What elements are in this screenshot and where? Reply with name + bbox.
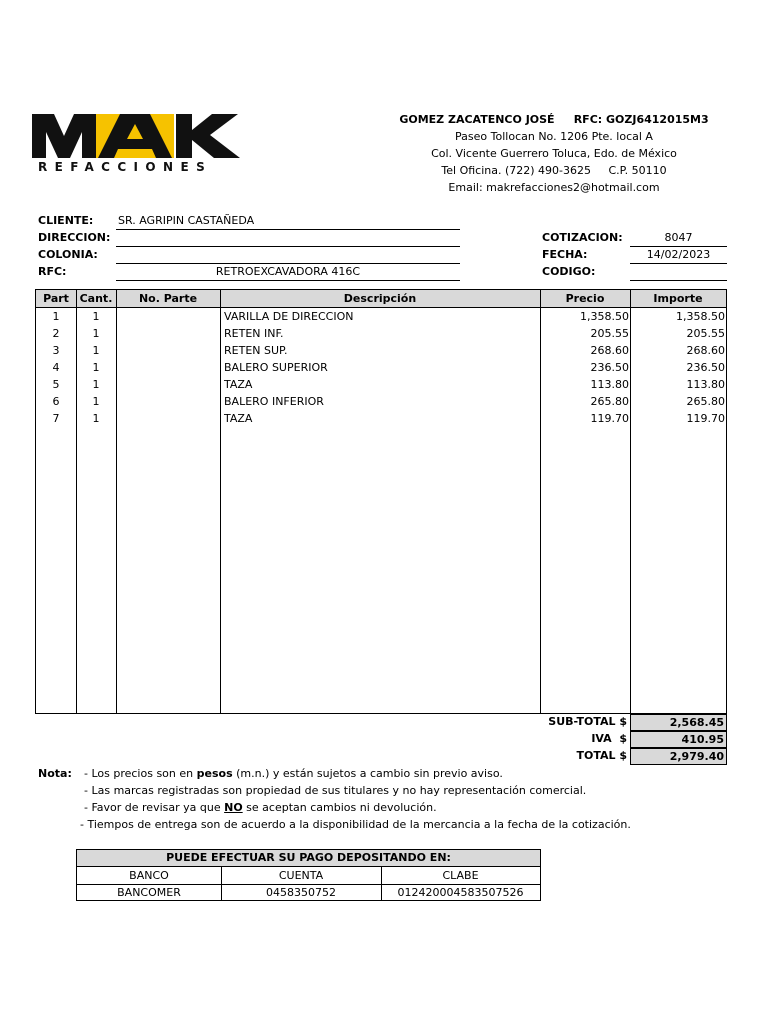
iva-label: IVA $ (591, 732, 627, 745)
cliente-value: SR. AGRIPIN CASTAÑEDA (118, 214, 255, 227)
note-line-1 (84, 765, 503, 782)
note-3-bold: NO (224, 801, 243, 814)
cell-importe: 236.50 (686, 361, 725, 374)
direccion-underline (116, 229, 460, 247)
bank-header-clabe: CLABE (442, 869, 479, 882)
table-row (36, 376, 726, 393)
cell-part: 3 (52, 344, 60, 357)
header-cant: Cant. (79, 292, 113, 305)
mak-logo (32, 112, 240, 176)
company-name-rfc: GOMEZ ZACATENCO JOSÉ RFC: GOZJ6412015M3 (399, 113, 709, 126)
cell-cant: 1 (92, 361, 100, 374)
company-email: Email: makrefacciones2@hotmail.com (448, 181, 660, 194)
cell-part: 4 (52, 361, 60, 374)
rfc-label: RFC: (38, 265, 67, 278)
note-3-b: se aceptan cambios ni devolución. (242, 801, 437, 814)
table-row (36, 359, 726, 376)
note-line-3 (84, 799, 437, 816)
header-precio: Precio (565, 292, 605, 305)
bank-header-cuenta: CUENTA (278, 869, 324, 882)
total-label: TOTAL $ (576, 749, 627, 762)
note-1-b: (m.n.) y están sujetos a cambio sin previo aviso. (232, 767, 503, 780)
note-line-4: - Tiempos de entrega son de acuerdo a la disponibilidad de la mercancia a la fecha de la cotización. (80, 818, 631, 831)
cell-cant: 1 (92, 378, 100, 391)
cell-part: 2 (52, 327, 60, 340)
items-table (35, 289, 727, 714)
bank-header-banco: BANCO (129, 869, 169, 882)
cell-importe: 113.80 (686, 378, 725, 391)
fecha-label: FECHA: (542, 248, 588, 261)
cell-desc: BALERO INFERIOR (224, 395, 324, 408)
table-row (36, 410, 726, 427)
header-part: Part (43, 292, 69, 305)
table-row (36, 325, 726, 342)
rfc-underline (116, 263, 460, 281)
rfc-value: RETROEXCAVADORA 416C (215, 265, 361, 278)
note-1-bold: pesos (196, 767, 233, 780)
cell-desc: TAZA (224, 378, 253, 391)
cell-cant: 1 (92, 327, 100, 340)
codigo-label: CODIGO: (542, 265, 596, 278)
bank-clabe-value: 012420004583507526 (397, 886, 524, 899)
header-descripcion: Descripción (343, 292, 417, 305)
cotizacion-label: COTIZACION: (542, 231, 623, 244)
header-no-parte: No. Parte (138, 292, 198, 305)
cell-cant: 1 (92, 412, 100, 425)
note-line-2: - Las marcas registradas son propiedad de sus titulares y no hay representación comercial. (84, 784, 587, 797)
bank-banco-value: BANCOMER (117, 886, 181, 899)
cliente-label: CLIENTE: (38, 214, 94, 227)
cotizacion-value: 8047 (664, 231, 693, 244)
cell-part: 7 (52, 412, 60, 425)
cell-precio: 205.55 (590, 327, 629, 340)
cell-cant: 1 (92, 310, 100, 323)
company-phone: Tel Oficina. (722) 490-3625 C.P. 50110 (441, 164, 667, 177)
cell-desc: VARILLA DE DIRECCION (224, 310, 354, 323)
cell-desc: RETEN INF. (224, 327, 284, 340)
note-1-a: - Los precios son en (84, 767, 197, 780)
direccion-label: DIRECCION: (38, 231, 111, 244)
table-row (36, 308, 726, 325)
cell-importe: 1,358.50 (676, 310, 725, 323)
cell-importe: 268.60 (686, 344, 725, 357)
cell-desc: RETEN SUP. (224, 344, 288, 357)
cell-part: 6 (52, 395, 60, 408)
logo-subtitle: REFACCIONES (38, 160, 213, 174)
cell-precio: 236.50 (590, 361, 629, 374)
company-colonia: Col. Vicente Guerrero Toluca, Edo. de México (431, 147, 677, 160)
cell-desc: BALERO SUPERIOR (224, 361, 328, 374)
colonia-underline (116, 246, 460, 264)
cell-precio: 119.70 (590, 412, 629, 425)
fecha-underline (630, 246, 727, 264)
subtotal-label: SUB-TOTAL $ (548, 715, 627, 728)
codigo-underline (630, 263, 727, 281)
total-value: 2,979.40 (630, 748, 727, 765)
bank-cuenta-value: 0458350752 (266, 886, 336, 899)
cell-desc: TAZA (224, 412, 253, 425)
header-importe: Importe (653, 292, 703, 305)
company-info (398, 111, 710, 196)
table-row (36, 342, 726, 359)
cell-precio: 113.80 (590, 378, 629, 391)
cell-importe: 265.80 (686, 395, 725, 408)
note-3-a: - Favor de revisar ya que (84, 801, 225, 814)
cell-part: 5 (52, 378, 60, 391)
cell-precio: 265.80 (590, 395, 629, 408)
cell-precio: 1,358.50 (580, 310, 629, 323)
company-address: Paseo Tollocan No. 1206 Pte. local A (455, 130, 653, 143)
cell-cant: 1 (92, 395, 100, 408)
iva-value: 410.95 (630, 731, 727, 748)
bank-title: PUEDE EFECTUAR SU PAGO DEPOSITANDO EN: (77, 850, 540, 867)
fecha-value: 14/02/2023 (646, 248, 711, 261)
cell-precio: 268.60 (590, 344, 629, 357)
bank-table (76, 849, 541, 901)
nota-label: Nota: (38, 767, 72, 780)
cotizacion-underline (630, 229, 727, 247)
cell-part: 1 (52, 310, 60, 323)
table-row (36, 393, 726, 410)
cell-importe: 119.70 (686, 412, 725, 425)
cell-cant: 1 (92, 344, 100, 357)
cell-importe: 205.55 (686, 327, 725, 340)
subtotal-value: 2,568.45 (630, 714, 727, 731)
cliente-underline (116, 212, 460, 230)
colonia-label: COLONIA: (38, 248, 98, 261)
